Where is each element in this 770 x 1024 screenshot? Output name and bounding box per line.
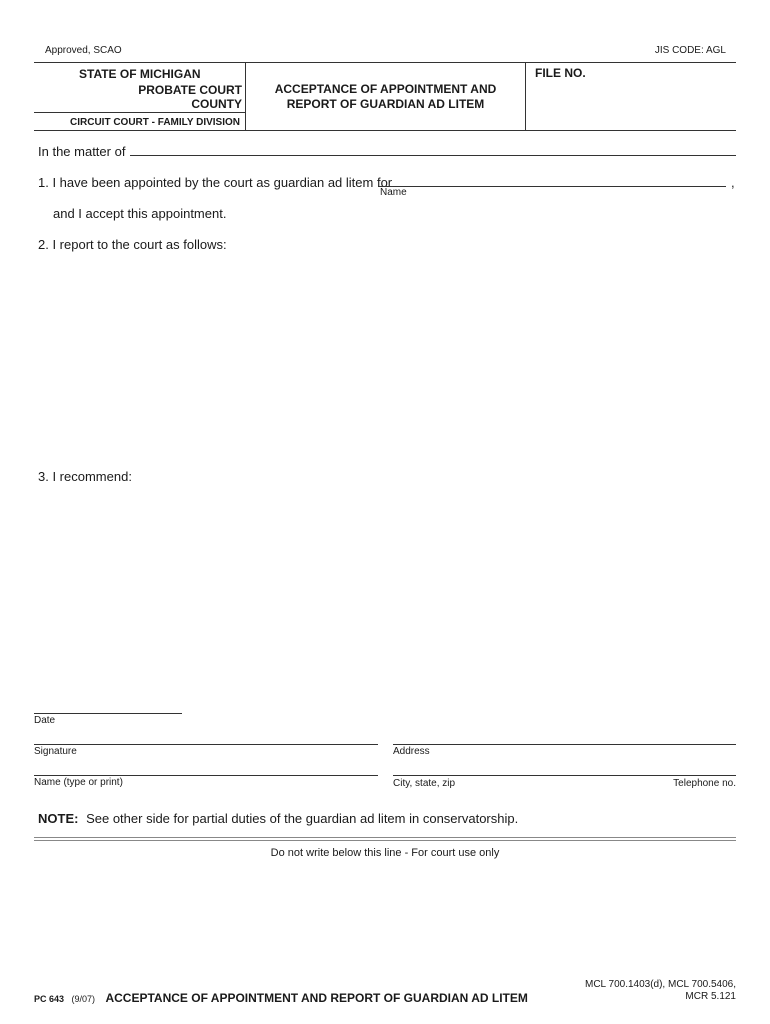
item-1-text: 1. I have been appointed by the court as guardian ad litem for: [38, 175, 393, 190]
state-label: STATE OF MICHIGAN: [79, 67, 201, 81]
printed-name-label: Name (type or print): [34, 777, 123, 788]
accept-text: and I accept this appointment.: [53, 206, 227, 221]
file-no-field[interactable]: [528, 82, 734, 128]
form-id: PC 643: [34, 994, 65, 1004]
in-matter-label: In the matter of: [38, 144, 126, 159]
note: [38, 811, 518, 826]
in-matter-field[interactable]: [130, 155, 736, 156]
file-no-label: FILE NO.: [535, 66, 586, 80]
approved-text: Approved, SCAO: [45, 45, 122, 56]
item-2-text: 2. I report to the court as follows:: [38, 237, 227, 252]
county-label: COUNTY: [191, 97, 242, 111]
mcl-line2: MCR 5.121: [685, 991, 736, 1002]
court-use-rule-bottom: [34, 840, 736, 841]
printed-name-field[interactable]: [34, 775, 378, 776]
form-title-line1: ACCEPTANCE OF APPOINTMENT AND: [274, 82, 497, 96]
date-field[interactable]: [34, 713, 182, 714]
court-use-caption: Do not write below this line - For court use only: [270, 847, 500, 859]
recommendation-area[interactable]: [50, 488, 736, 698]
report-area[interactable]: [50, 255, 736, 460]
address-label: Address: [393, 746, 430, 757]
county-rule: [34, 112, 245, 113]
court-use-rule-top: [34, 837, 736, 838]
footer-form-title: [34, 989, 528, 1007]
form-title-line2: REPORT OF GUARDIAN AD LITEM: [286, 97, 485, 111]
note-text: See other side for partial duties of the guardian ad litem in conservatorship.: [86, 811, 519, 826]
city-state-zip-field[interactable]: [393, 775, 736, 776]
circuit-court-label: CIRCUIT COURT - FAMILY DIVISION: [70, 117, 241, 128]
header-divider-right: [525, 63, 526, 131]
jis-code: JIS CODE: AGL: [654, 45, 726, 56]
probate-court-label: PROBATE COURT: [138, 83, 242, 97]
ward-name-field[interactable]: [378, 186, 726, 187]
note-label: NOTE:: [38, 811, 79, 826]
name-caption: Name: [380, 187, 407, 198]
date-label: Date: [34, 715, 56, 726]
mcl-line1: MCL 700.1403(d), MCL 700.5406,: [584, 979, 736, 990]
item-1-comma: ,: [731, 175, 735, 190]
header-top-rule: [34, 62, 736, 63]
signature-label: Signature: [34, 746, 77, 757]
telephone-label: Telephone no.: [673, 778, 736, 789]
form-revision: (9/07): [71, 994, 95, 1004]
header-bottom-rule: [34, 130, 736, 131]
address-field[interactable]: [393, 744, 736, 745]
item-3-text: 3. I recommend:: [38, 469, 132, 484]
city-state-zip-label: City, state, zip: [393, 778, 456, 789]
signature-field[interactable]: [34, 744, 378, 745]
footer-title: ACCEPTANCE OF APPOINTMENT AND REPORT OF GUARDIAN AD LITEM: [105, 991, 528, 1005]
